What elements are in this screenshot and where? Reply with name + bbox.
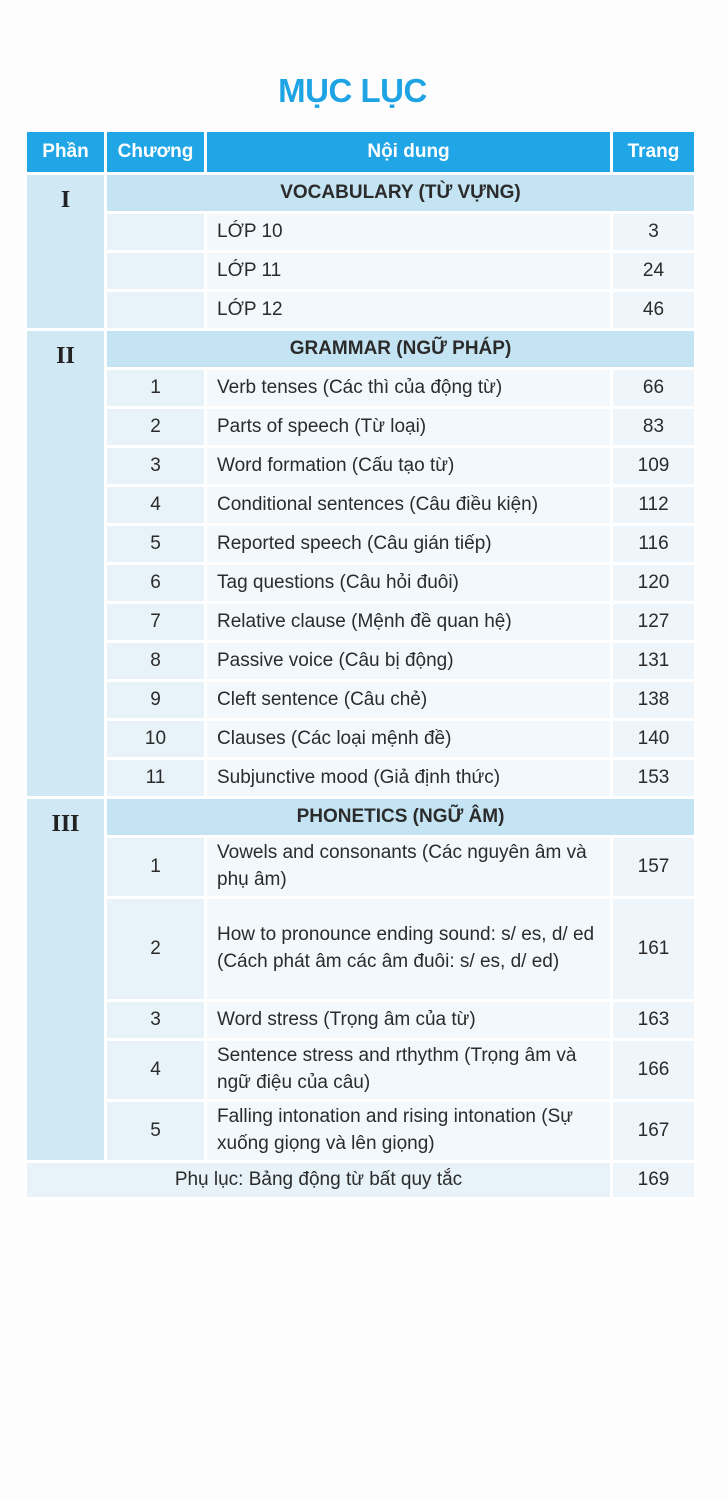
header-content: Nội dung: [206, 132, 612, 174]
entry-page: 140: [612, 720, 696, 759]
chapter-number: 2: [106, 408, 206, 447]
chapter-number: [106, 213, 206, 252]
entry-page: 46: [612, 291, 696, 330]
entry-page: 157: [612, 837, 696, 898]
entry-page: 116: [612, 525, 696, 564]
chapter-number: 10: [106, 720, 206, 759]
section-row-phonetics: [26, 798, 696, 837]
chapter-number: 4: [106, 486, 206, 525]
entry-content: Conditional sentences (Câu điều kiện): [206, 486, 612, 525]
entry-content: Parts of speech (Từ loại): [206, 408, 612, 447]
entry-content: Word stress (Trọng âm của từ): [206, 1001, 612, 1040]
entry-page: 120: [612, 564, 696, 603]
entry-content: Reported speech (Câu gián tiếp): [206, 525, 612, 564]
header-page: Trang: [612, 132, 696, 174]
chapter-number: [106, 291, 206, 330]
table-row: [26, 681, 696, 720]
entry-page: 83: [612, 408, 696, 447]
entry-page: 163: [612, 1001, 696, 1040]
table-row: [26, 1040, 696, 1101]
entry-page: 24: [612, 252, 696, 291]
entry-page: 166: [612, 1040, 696, 1101]
table-row: [26, 252, 696, 291]
table-row: [26, 486, 696, 525]
chapter-number: 5: [106, 1101, 206, 1162]
chapter-number: 4: [106, 1040, 206, 1101]
entry-content: Vowels and consonants (Các nguyên âm và phụ âm): [206, 837, 612, 898]
table-row: [26, 642, 696, 681]
chapter-number: 3: [106, 447, 206, 486]
appendix-page: 169: [612, 1162, 696, 1199]
entry-page: 66: [612, 369, 696, 408]
chapter-number: 2: [106, 898, 206, 1001]
header-chapter: Chương: [106, 132, 206, 174]
table-row: [26, 898, 696, 1001]
table-row: [26, 759, 696, 798]
section-title: PHONETICS (NGỮ ÂM): [106, 798, 696, 837]
chapter-number: 6: [106, 564, 206, 603]
table-row: [26, 720, 696, 759]
table-row: [26, 837, 696, 898]
entry-content: Cleft sentence (Câu chẻ): [206, 681, 612, 720]
appendix-row: [26, 1162, 696, 1199]
table-row: [26, 603, 696, 642]
entry-content: Clauses (Các loại mệnh đề): [206, 720, 612, 759]
entry-content: Subjunctive mood (Giả định thức): [206, 759, 612, 798]
table-row: [26, 447, 696, 486]
table-row: [26, 1101, 696, 1162]
entry-content: Relative clause (Mệnh đề quan hệ): [206, 603, 612, 642]
header-part: Phần: [26, 132, 106, 174]
entry-content: Verb tenses (Các thì của động từ): [206, 369, 612, 408]
entry-page: 112: [612, 486, 696, 525]
entry-page: 109: [612, 447, 696, 486]
table-row: [26, 564, 696, 603]
part-numeral: I: [26, 174, 106, 330]
table-row: [26, 525, 696, 564]
entry-page: 127: [612, 603, 696, 642]
chapter-number: 11: [106, 759, 206, 798]
chapter-number: 3: [106, 1001, 206, 1040]
table-row: [26, 1001, 696, 1040]
entry-content: Tag questions (Câu hỏi đuôi): [206, 564, 612, 603]
chapter-number: [106, 252, 206, 291]
table-header-row: [26, 132, 696, 174]
entry-content: Falling intonation and rising intonation (Sự xuống giọng và lên giọng): [206, 1101, 612, 1162]
table-row: [26, 213, 696, 252]
entry-content: LỚP 11: [206, 252, 612, 291]
entry-page: 131: [612, 642, 696, 681]
table-row: [26, 408, 696, 447]
section-title: GRAMMAR (NGỮ PHÁP): [106, 330, 696, 369]
entry-page: 161: [612, 898, 696, 1001]
chapter-number: 8: [106, 642, 206, 681]
part-numeral: II: [26, 330, 106, 798]
chapter-number: 7: [106, 603, 206, 642]
table-row: [26, 291, 696, 330]
section-row-grammar: [26, 330, 696, 369]
section-row-vocabulary: [26, 174, 696, 213]
entry-content: Word formation (Cấu tạo từ): [206, 447, 612, 486]
part-numeral: III: [26, 798, 106, 1162]
page-title: MỤC LỤC: [278, 72, 427, 109]
entry-content: Sentence stress and rthythm (Trọng âm và ngữ điệu của câu): [206, 1040, 612, 1101]
chapter-number: 1: [106, 837, 206, 898]
chapter-number: 1: [106, 369, 206, 408]
entry-page: 3: [612, 213, 696, 252]
chapter-number: 5: [106, 525, 206, 564]
entry-page: 153: [612, 759, 696, 798]
entry-page: 138: [612, 681, 696, 720]
chapter-number: 9: [106, 681, 206, 720]
entry-content: How to pronounce ending sound: s/ es, d/ ed (Cách phát âm các âm đuôi: s/ es, d/ ed): [206, 898, 612, 1001]
table-row: [26, 369, 696, 408]
section-title: VOCABULARY (TỪ VỰNG): [106, 174, 696, 213]
entry-page: 167: [612, 1101, 696, 1162]
entry-content: LỚP 10: [206, 213, 612, 252]
table-of-contents: [24, 132, 697, 1200]
entry-content: LỚP 12: [206, 291, 612, 330]
entry-content: Passive voice (Câu bị động): [206, 642, 612, 681]
appendix-content: Phụ lục: Bảng động từ bất quy tắc: [26, 1162, 612, 1199]
